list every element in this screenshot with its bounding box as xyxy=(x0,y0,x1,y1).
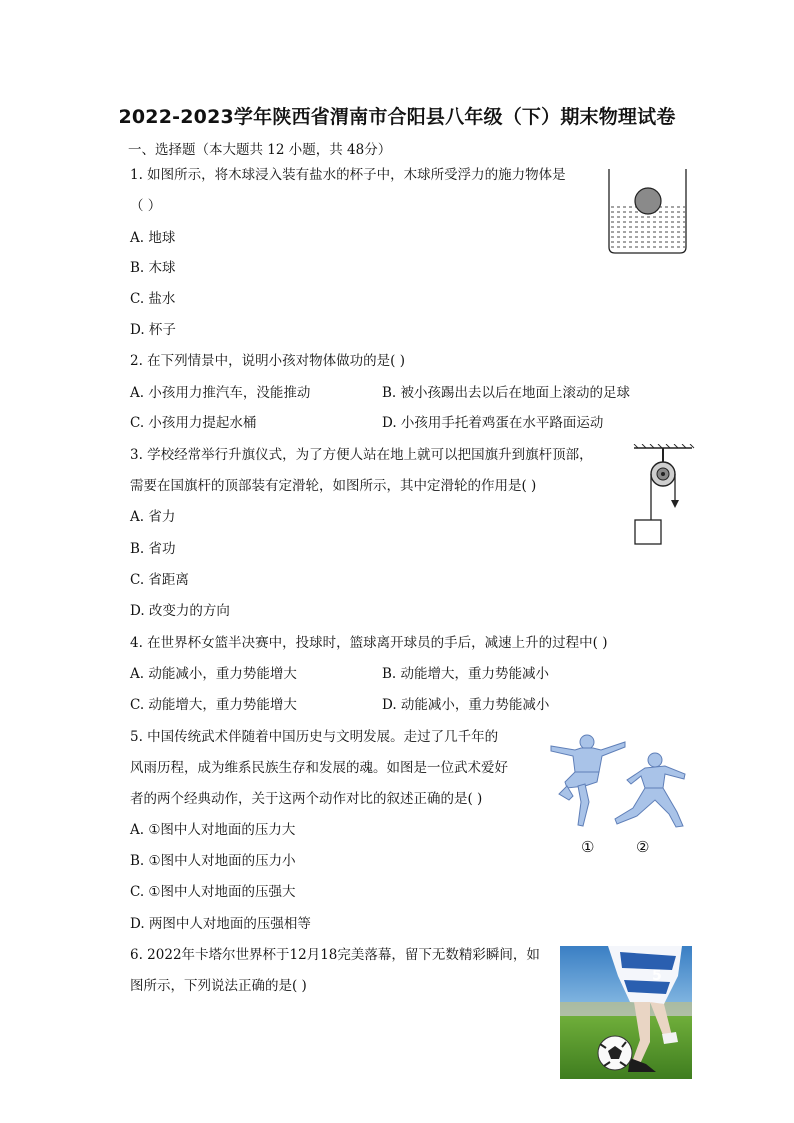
soccer-player-photo xyxy=(560,946,692,1079)
q3-stem-line2: 需要在国旗杆的顶部装有定滑轮，如图所示，其中定滑轮的作用是( ) xyxy=(130,478,537,494)
exam-title: 2022-2023学年陕西省渭南市合阳县八年级（下）期末物理试卷 xyxy=(118,106,676,128)
q1-option-c[interactable]: C. 盐水 xyxy=(130,291,176,307)
q4-option-d[interactable]: D. 动能减小，重力势能减小 xyxy=(382,697,550,713)
q1-option-a[interactable]: A. 地球 xyxy=(130,230,176,246)
q1-stem-line1: 1. 如图所示，将木球浸入装有盐水的杯子中，木球所受浮力的施力物体是 xyxy=(130,167,566,183)
cup-with-ball-figure xyxy=(605,165,690,260)
martial-arts-figure xyxy=(545,728,695,833)
q2-option-a[interactable]: A. 小孩用力推汽车，没能推动 xyxy=(130,385,311,401)
q5-option-c[interactable]: C. ①图中人对地面的压强大 xyxy=(130,884,296,900)
q2-option-b[interactable]: B. 被小孩踢出去以后在地面上滚动的足球 xyxy=(382,385,631,401)
figure-label-2: ② xyxy=(636,838,650,856)
q1-option-b[interactable]: B. 木球 xyxy=(130,260,176,276)
q2-option-d[interactable]: D. 小孩用手托着鸡蛋在水平路面运动 xyxy=(382,415,604,431)
q2-option-c[interactable]: C. 小孩用力提起水桶 xyxy=(130,415,257,431)
q5-option-b[interactable]: B. ①图中人对地面的压力小 xyxy=(130,853,296,869)
q3-option-c[interactable]: C. 省距离 xyxy=(130,572,189,588)
q4-option-b[interactable]: B. 动能增大，重力势能减小 xyxy=(382,666,550,682)
q4-option-c[interactable]: C. 动能增大，重力势能增大 xyxy=(130,697,297,713)
q3-stem-line1: 3. 学校经常举行升旗仪式，为了方便人站在地上就可以把国旗升到旗杆顶部， xyxy=(130,447,593,463)
q4-option-a[interactable]: A. 动能减小，重力势能增大 xyxy=(130,666,297,682)
q1-option-d[interactable]: D. 杯子 xyxy=(130,322,176,338)
section-heading: 一、选择题（本大题共 12 小题，共 48分） xyxy=(128,142,392,158)
q2-stem: 2. 在下列情景中，说明小孩对物体做功的是( ) xyxy=(130,353,405,369)
q4-stem: 4. 在世界杯女篮半决赛中，投球时，篮球离开球员的手后，减速上升的过程中( ) xyxy=(130,635,608,651)
q6-stem-line1: 6. 2022年卡塔尔世界杯于12月18完美落幕，留下无数精彩瞬间，如 xyxy=(130,947,540,963)
q1-stem-line2: （ ） xyxy=(130,198,162,214)
q5-option-d[interactable]: D. 两图中人对地面的压强相等 xyxy=(130,916,311,932)
q5-stem-line2: 风雨历程，成为维系民族生存和发展的魂。如图是一位武术爱好 xyxy=(130,760,508,776)
q5-stem-line3: 者的两个经典动作，关于这两个动作对比的叙述正确的是( ) xyxy=(130,791,483,807)
q3-option-d[interactable]: D. 改变力的方向 xyxy=(130,603,230,619)
figure-label-1: ① xyxy=(581,838,595,856)
q6-stem-line2: 图所示，下列说法正确的是( ) xyxy=(130,978,307,994)
q5-stem-line1: 5. 中国传统武术伴随着中国历史与文明发展。走过了几千年的 xyxy=(130,729,499,745)
jersey-number: 5 xyxy=(652,968,662,984)
fixed-pulley-figure xyxy=(628,444,698,549)
q3-option-b[interactable]: B. 省功 xyxy=(130,541,176,557)
q3-option-a[interactable]: A. 省力 xyxy=(130,509,176,525)
q5-option-a[interactable]: A. ①图中人对地面的压力大 xyxy=(130,822,296,838)
